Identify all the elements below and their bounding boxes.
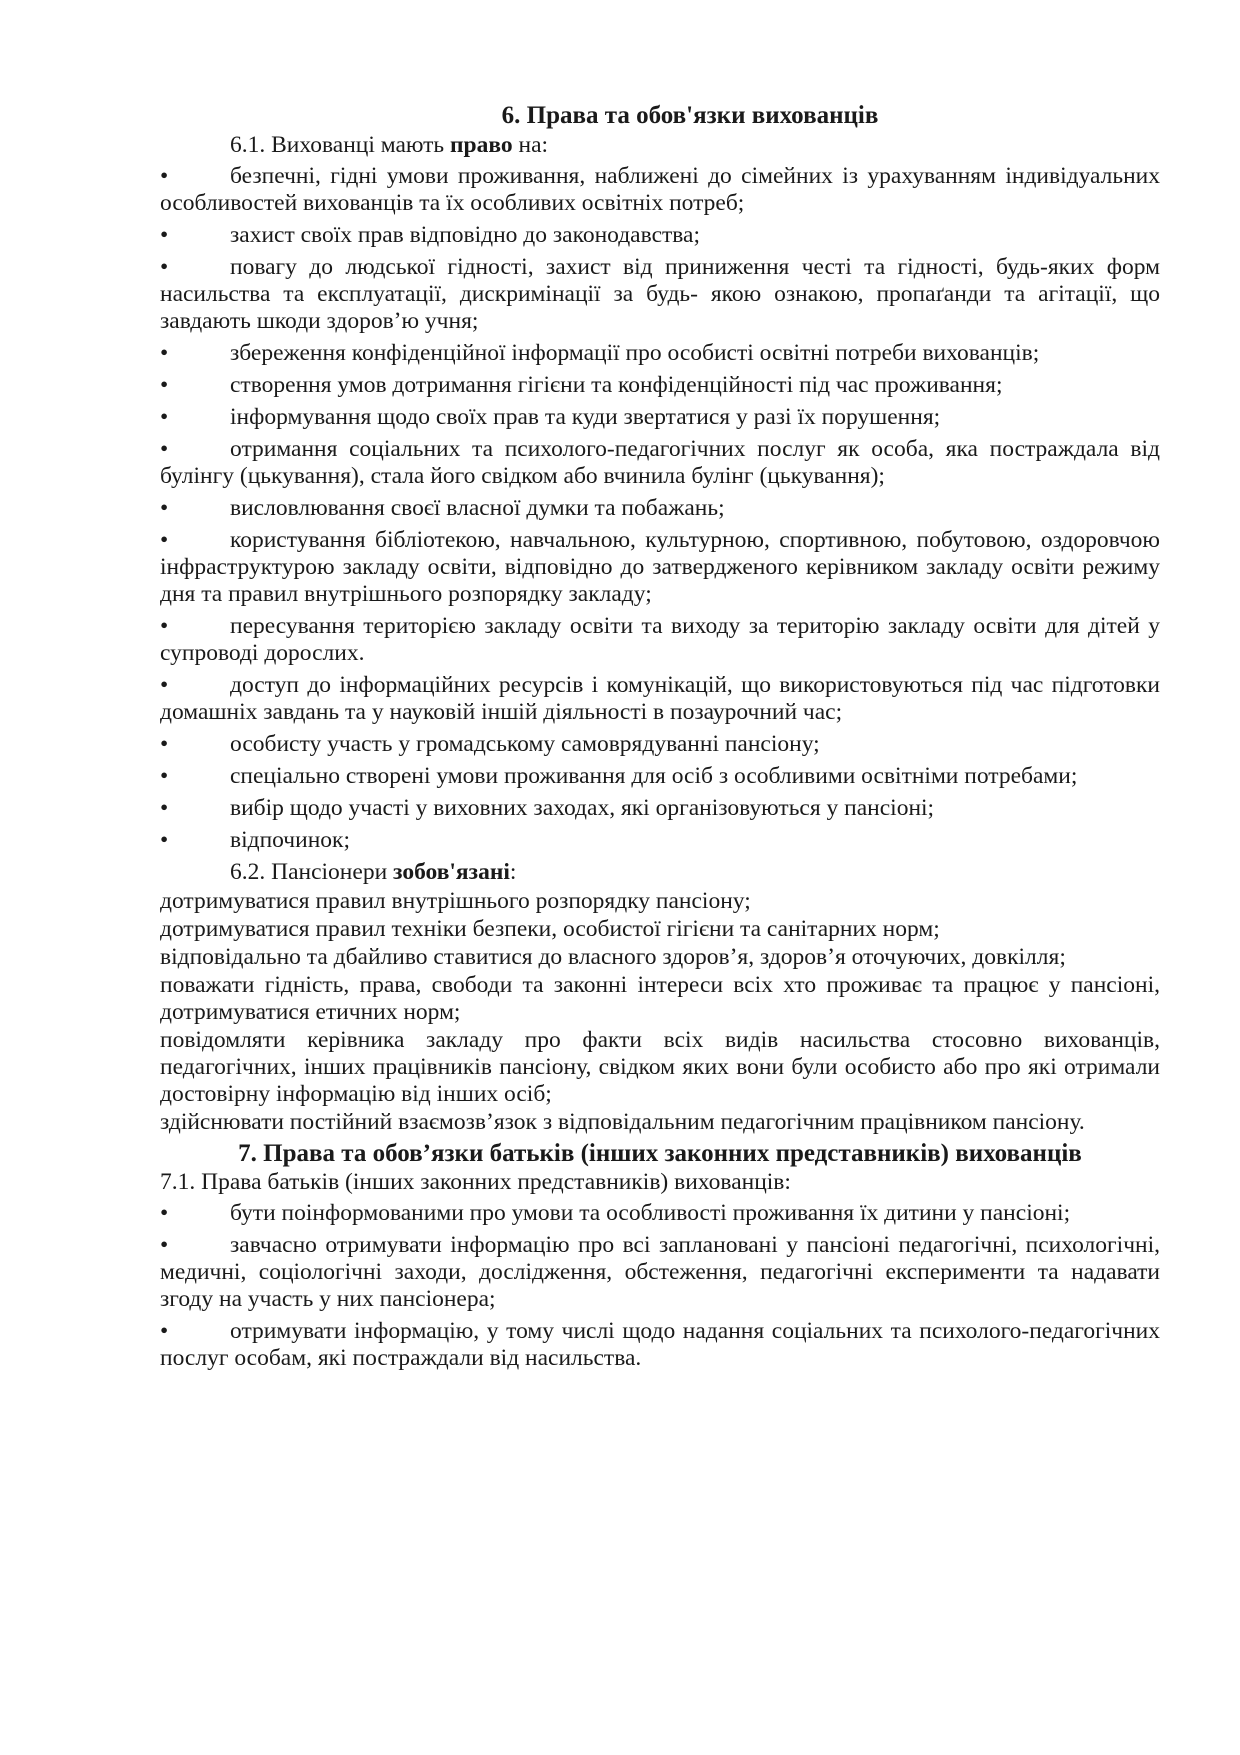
list-item — [160, 1200, 1160, 1227]
bullet-icon: • — [160, 613, 169, 639]
bullet-icon: • — [160, 495, 169, 521]
list-item-text: вибір щодо участі у виховних заходах, які організовуються у пансіоні; — [230, 795, 935, 821]
list-item-text: доступ до інформаційних ресурсів і комунікацій, що використовуються під час підготовки домашніх завдань та у науковій іншій діяльності в позаурочний час; — [160, 672, 1160, 725]
bullet-icon: • — [160, 436, 169, 462]
bullet-icon: • — [160, 404, 169, 430]
bullet-icon: • — [160, 731, 169, 757]
bullet-icon: • — [160, 372, 169, 398]
section-6-title: 6. Права та обов'язки вихованців — [501, 102, 879, 129]
list-item — [160, 495, 1160, 522]
section-6-1-list — [160, 163, 1160, 854]
intro-bold: зобов'язані — [393, 859, 510, 885]
bullet-icon: • — [160, 672, 169, 698]
list-item-text: повагу до людської гідності, захист від приниження честі та гідності, будь-яких форм насильства та експлуатації, дискримінації за будь- якою ознакою, пропаґанди та агітації, що завдають шкоди здоров’ю учня; — [160, 254, 1160, 334]
list-item — [160, 672, 1160, 726]
list-item-text: інформування щодо своїх прав та куди звертатися у разі їх порушення; — [230, 404, 941, 430]
bullet-icon: • — [160, 340, 169, 366]
list-item-text: користування бібліотекою, навчальною, культурною, спортивною, побутовою, оздоровчою інфраструктурою закладу освіти, відповідно до затвердженого керівником закладу освіти режиму дня та правил внутрішнього розпорядку закладу; — [160, 527, 1160, 607]
list-item — [160, 404, 1160, 431]
intro-suffix: на: — [512, 132, 549, 158]
section-7-1-list — [160, 1200, 1160, 1372]
list-item-text: збереження конфіденційної інформації про особисті освітні потреби вихованців; — [230, 340, 1040, 366]
list-item-text: отримання соціальних та психолого-педагогічних послуг як особа, яка постраждала від булінгу (цькування), стала його свідком або вчинила булінг (цькування); — [160, 436, 1160, 489]
section-7-1-intro: 7.1. Права батьків (інших законних представників) вихованців: — [160, 1169, 791, 1195]
list-item — [160, 222, 1160, 249]
list-item — [160, 731, 1160, 758]
list-item-text: особисту участь у громадському самоврядуванні пансіону; — [230, 731, 820, 757]
duty-item: відповідально та дбайливо ставитися до власного здоров’я, здоров’я оточуючих, довкілля; — [160, 944, 1066, 970]
list-item — [160, 795, 1160, 822]
list-item-text: відпочинок; — [230, 827, 350, 853]
bullet-icon: • — [160, 163, 169, 189]
list-item-text: пересування територією закладу освіти та виходу за територію закладу освіти для дітей у супроводі дорослих. — [160, 613, 1160, 666]
list-item-text: бути поінформованими про умови та особливості проживання їх дитини у пансіоні; — [230, 1200, 1071, 1226]
intro-prefix: 6.2. Пансіонери — [230, 859, 394, 885]
section-6-2-list — [160, 888, 1160, 1136]
list-item — [160, 372, 1160, 399]
list-item — [160, 827, 1160, 854]
list-item-text: захист своїх прав відповідно до законодавства; — [230, 222, 701, 248]
list-item-text: отримувати інформацію, у тому числі щодо надання соціальних та психолого-педагогічних послуг особам, які постраждали від насильства. — [160, 1318, 1160, 1371]
list-item — [160, 436, 1160, 490]
list-item — [160, 340, 1160, 367]
section-7-title: 7. Права та обов’язки батьків (інших законних представників) вихованців — [238, 1140, 1082, 1167]
intro-bold: право — [450, 132, 513, 158]
section-6-2-intro — [160, 859, 1160, 886]
duty-item: повідомляти керівника закладу про факти всіх видів насильства стосовно вихованців, педагогічних, інших працівників пансіону, свідком яких вони були особисто або про які отримали достовірну інформацію від інших осіб; — [160, 1027, 1160, 1107]
duty-item: здійснювати постійний взаємозв’язок з відповідальним педагогічним працівником пансіону. — [160, 1109, 1085, 1135]
bullet-icon: • — [160, 527, 169, 553]
list-item-text: спеціально створені умови проживання для осіб з особливими освітніми потребами; — [230, 763, 1078, 789]
bullet-icon: • — [160, 1318, 169, 1344]
list-item — [160, 254, 1160, 335]
list-item — [160, 1232, 1160, 1313]
bullet-icon: • — [160, 1200, 169, 1226]
list-item — [160, 527, 1160, 608]
duty-item: поважати гідність, права, свободи та законні інтереси всіх хто проживає та працює у пансіоні, дотримуватися етичних норм; — [160, 972, 1160, 1025]
list-item-text: безпечні, гідні умови проживання, наближені до сімейних із урахуванням індивідуальних особливостей вихованців та їх особливих освітніх потреб; — [160, 163, 1160, 216]
list-item — [160, 763, 1160, 790]
bullet-icon: • — [160, 1232, 169, 1258]
duty-item: дотримуватися правил техніки безпеки, особистої гігієни та санітарних норм; — [160, 916, 940, 942]
bullet-icon: • — [160, 254, 169, 280]
intro-suffix: : — [509, 859, 517, 885]
bullet-icon: • — [160, 827, 169, 853]
bullet-icon: • — [160, 795, 169, 821]
list-item-text: завчасно отримувати інформацію про всі заплановані у пансіоні педагогічні, психологічні, медичні, соціологічні заходи, дослідження, обстеження, педагогічні експерименти та надавати згоду на участь у них пансіонера; — [160, 1232, 1160, 1312]
list-item — [160, 613, 1160, 667]
document-body — [160, 100, 1160, 1377]
duty-item: дотримуватися правил внутрішнього розпорядку пансіону; — [160, 888, 751, 914]
bullet-icon: • — [160, 763, 169, 789]
section-6-1-intro — [160, 132, 1160, 159]
list-item-text: висловлювання своєї власної думки та побажань; — [230, 495, 725, 521]
intro-prefix: 6.1. Вихованці мають — [230, 132, 451, 158]
bullet-icon: • — [160, 222, 169, 248]
list-item — [160, 1318, 1160, 1372]
list-item — [160, 163, 1160, 217]
list-item-text: створення умов дотримання гігієни та конфіденційності під час проживання; — [230, 372, 1003, 398]
